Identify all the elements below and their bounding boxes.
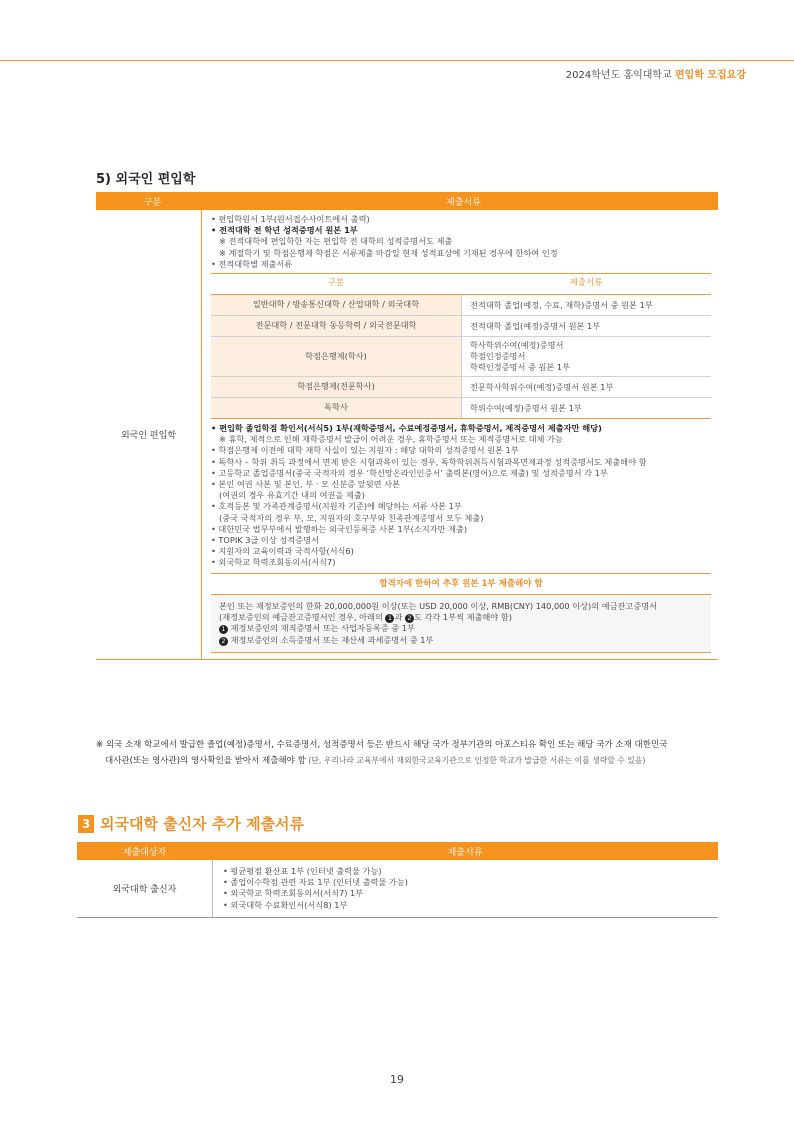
- category-label: 외국대학 출신자: [77, 860, 213, 917]
- pass-line-2: [219, 612, 703, 623]
- foreign-transfer-table: [96, 192, 718, 660]
- pass-line-2a: (재정보증인의 예금잔고증명서인 경우, 아래의: [219, 612, 386, 623]
- list-item: (중국 국적자의 경우 부, 모, 지원자의 호구부와 친족관계증명서 모두 제출): [219, 512, 484, 523]
- inner-table-row: [211, 337, 711, 377]
- table-header: [96, 192, 718, 210]
- note-line-1: ※ 외국 소재 학교에서 발급한 졸업(예정)증명서, 수료증명서, 성적증명서 등은 반드시 해당 국가 정부기관의 아포스티유 확인 또는 해당 국가 소재 대한민국: [96, 740, 668, 750]
- inner-row-doc-line: 전문학사학위수여(예정)증명서 원본 1부: [470, 381, 614, 392]
- list-item: • 평균평점 환산표 1부 (인터넷 출력물 가능): [223, 866, 382, 876]
- inner-row-category: 학점은행제(학사): [211, 337, 462, 376]
- header-prefix: 2024학년도 홍익대학교: [565, 70, 675, 81]
- col-category-header: 구분: [143, 197, 162, 208]
- list-item: • 본인 여권 사본 및 본인, 부 · 모 신분증 앞뒷면 사본: [211, 479, 400, 490]
- pass-line-2c: 도 각각 1부씩 제출해야 함): [414, 612, 512, 623]
- running-header: [566, 66, 746, 81]
- list-item: (여권의 경우 유효기간 내의 여권을 제출): [219, 490, 365, 501]
- list-item: • 학점은행제 이전에 대학 재학 사실이 있는 지원자 : 해당 대학의 성적증명서 원본 1부: [211, 445, 519, 456]
- note-line-2-small: (단, 우리나라 교육부에서 재외한국교육기관으로 인정한 학교가 발급한 서류는 이를 생략할 수 있음): [305, 756, 646, 765]
- inner-row-doc-line: 학점인정증명서: [470, 351, 526, 362]
- inner-row-category: 일반대학 / 방송통신대학 / 산업대학 / 외국대학: [211, 295, 462, 315]
- docs-cell: [202, 210, 718, 659]
- foreign-graduate-table: [77, 842, 718, 918]
- docs-list-top: [211, 214, 711, 270]
- pass-item-1: [219, 623, 703, 634]
- table-row: [77, 860, 718, 918]
- inner-row-category: 독학사: [211, 398, 462, 418]
- inner-row-docs: [462, 377, 711, 397]
- inner-col-docs: 제출서류: [569, 278, 603, 289]
- inner-row-doc-line: 전적대학 졸업(예정)증명서 원본 1부: [470, 320, 601, 331]
- pass-box-title: 합격자에 한하여 추후 원본 1부 제출해야 함: [211, 574, 711, 595]
- pass-line-2b: 과: [394, 612, 405, 623]
- inner-row-docs: [462, 398, 711, 418]
- list-item: • TOPIK 3급 이상 성적증명서: [211, 535, 319, 546]
- list-item: ※ 계절학기 및 학점은행제 학점은 서류제출 마감일 현재 성적표상에 기재된 경우에 한하여 인정: [219, 247, 558, 258]
- header-highlight: 편입학 모집요강: [674, 70, 746, 81]
- list-item: • 졸업이수학점 관련 자료 1부 (인터넷 출력물 가능): [223, 877, 408, 888]
- list-item: ※ 전적대학에 편입학한 자는 편입학 전 대학의 성적증명서도 제출: [219, 236, 453, 247]
- list-item: • 고등학교 졸업증명서(중국 국적자의 경우 ‘학신망온라인인증서’ 출력본(영어)으로 제출) 및 성적증명서 각 1부: [211, 467, 608, 478]
- col-docs-header: 제출서류: [447, 847, 483, 858]
- inner-row-docs: [462, 337, 711, 376]
- table-row: [96, 210, 718, 660]
- category-label: 외국인 편입학: [96, 210, 202, 659]
- docs-cell: [213, 860, 718, 917]
- inner-row-docs: [462, 316, 711, 336]
- list-item: • 지원자의 교육이력과 국적사항(서식6): [211, 546, 354, 557]
- pass-item-2-text: 재정보증인의 소득증명서 또는 재산세 과세증명서 중 1부: [230, 634, 434, 645]
- col-docs-header: 제출서류: [446, 197, 481, 208]
- section3-heading: [78, 813, 304, 834]
- note-line-2-main: 대사관(또는 영사관)의 영사확인을 받아서 제출해야 함: [105, 756, 306, 766]
- list-item: • 외국학교 학력조회동의서(서식7) 1부: [223, 888, 364, 899]
- section-number-badge: 3: [78, 815, 94, 833]
- note-line-2: [96, 753, 736, 769]
- number-2-icon: 2: [405, 614, 414, 623]
- number-1-icon: 1: [219, 625, 228, 634]
- inner-table-row: [211, 316, 711, 337]
- table-header: [77, 842, 718, 860]
- inner-row-doc-line: 학위수여(예정)증명서 원본 1부: [470, 402, 582, 413]
- section3-title: 외국대학 출신자 추가 제출서류: [100, 815, 305, 833]
- inner-row-category: 전문대학 / 전문대학 동등학력 / 외국전문대학: [211, 316, 462, 336]
- section5-title: 5) 외국인 편입학: [96, 172, 196, 187]
- pass-box-body: [211, 595, 711, 653]
- list-item: • 외국대학 수료확인서(서식8) 1부: [223, 899, 348, 910]
- pass-item-1-text: 재정보증인의 재직증명서 또는 사업자등록증 중 1부: [230, 623, 415, 634]
- list-item: • 독학사 – 학위 취득 과정에서 면제 받은 시험과목이 있는 경우, 독학학위취득시험과목면제과정 성적증명서도 제출해야 함: [211, 456, 647, 467]
- inner-row-docs: [462, 295, 711, 315]
- pass-item-2: [219, 635, 703, 646]
- apostille-note: [96, 738, 736, 769]
- inner-table-row: [211, 377, 711, 398]
- list-item: • 외국학교 학력조회동의서(서식7): [211, 557, 336, 568]
- inner-row-category: 학점은행제(전문학사): [211, 377, 462, 397]
- list-item: • 대한민국 법무부에서 발행하는 외국인등록증 사본 1부(소지자만 제출): [211, 523, 468, 534]
- pass-requirement-box: [211, 573, 711, 654]
- page-number: 19: [390, 1073, 404, 1086]
- list-item: • 편입학원서 1부(원서접수사이트에서 출력): [211, 214, 370, 224]
- inner-table-header: [211, 274, 711, 295]
- pass-line-1: 본인 또는 재정보증인의 한화 20,000,000원 이상(또는 USD 20,000 이상, RMB(CNY) 140,000 이상)의 예금잔고증명서: [219, 600, 658, 611]
- list-item: • 편입학 졸업학점 확인서(서식5) 1부(재학증명서, 수료예정증명서, 휴학증명서, 제적증명서 제출자만 해당): [211, 423, 602, 434]
- list-item: • 호적등본 및 가족관계증명서(지원자 기준)에 해당하는 서류 사본 1부: [211, 501, 462, 512]
- inner-table-row: [211, 398, 711, 418]
- list-item: • 전적대학별 제출서류: [211, 258, 293, 269]
- inner-row-doc-line: 학사학위수여(예정)증명서: [470, 340, 564, 351]
- inner-col-category: 구분: [327, 278, 345, 289]
- header-rule: [0, 60, 794, 61]
- col-target-header: 제출대상자: [122, 847, 167, 858]
- list-item: • 전적대학 전 학년 성적증명서 원본 1부: [211, 225, 358, 236]
- inner-docs-table: [211, 273, 711, 419]
- number-2-icon: 2: [219, 637, 228, 646]
- docs-list-bottom: [211, 423, 711, 569]
- inner-row-doc-line: 학력인정증명서 중 원본 1부: [470, 362, 571, 373]
- inner-table-row: [211, 295, 711, 316]
- inner-row-doc-line: 전적대학 졸업(예정, 수료, 재학)증명서 중 원본 1부: [470, 299, 653, 310]
- number-1-icon: 1: [385, 614, 394, 623]
- list-item: ※ 휴학, 제적으로 인해 재학증명서 발급이 어려운 경우, 휴학증명서 또는 제적증명서로 대체 가능: [219, 434, 563, 445]
